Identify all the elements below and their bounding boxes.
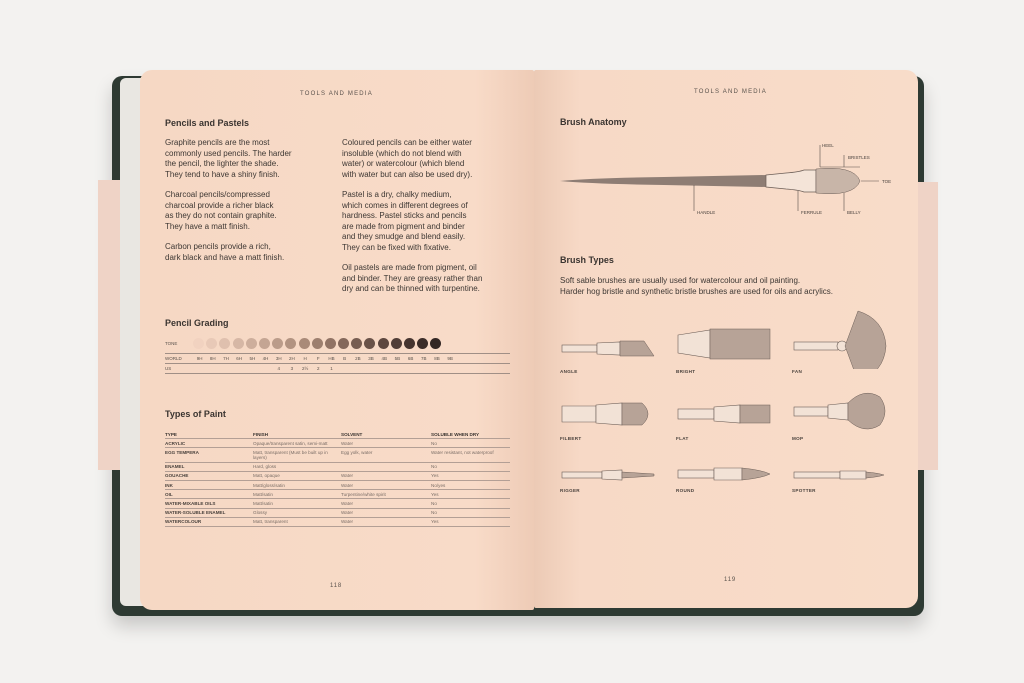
paragraph: Pastel is a dry, chalky medium, which comes in different degrees of hardness. Pastel sticks and pencils are made from pigment and binder and they smudge and blend easily. They can be fixed with fixative. xyxy=(342,190,468,252)
us-grade xyxy=(430,366,443,371)
world-grade: H xyxy=(303,356,307,361)
table-cell: Matt/gloss/satin xyxy=(253,480,341,489)
table-row xyxy=(165,490,510,499)
world-grades xyxy=(193,356,457,361)
table-cell: WATERCOLOUR xyxy=(165,517,253,526)
table-cell: WATER-MIXABLE OILS xyxy=(165,499,253,508)
tone-swatch xyxy=(391,338,402,349)
section-title-paint: Types of Paint xyxy=(165,409,226,419)
label-bristles: BRISTLES xyxy=(848,155,870,160)
tone-swatch xyxy=(193,338,204,349)
tone-swatches xyxy=(193,338,441,349)
round-brush-icon xyxy=(676,463,776,485)
table-cell: Matt/satin xyxy=(253,490,341,499)
us-grade xyxy=(259,366,272,371)
us-grade xyxy=(404,366,417,371)
brush-types-text: Soft sable brushes are usually used for watercolour and oil painting. Harder hog bristle and synthetic bristle brushes are used for oils and acrylics. xyxy=(560,276,834,296)
world-grade: 4B xyxy=(381,356,387,361)
tone-swatch xyxy=(246,338,257,349)
table-cell: No/yes xyxy=(431,480,510,489)
filbert-brush-icon xyxy=(560,397,660,431)
table-row xyxy=(165,480,510,489)
label-ferrule: FERRULE xyxy=(801,210,823,215)
section-title-pencils: Pencils and Pastels xyxy=(165,118,250,128)
table-cell: No xyxy=(431,499,510,508)
tone-swatch xyxy=(364,338,375,349)
us-grade xyxy=(391,366,404,371)
brush-label: FLAT xyxy=(676,436,689,441)
table-row xyxy=(165,517,510,526)
table-row xyxy=(165,499,510,508)
brush-label: BRIGHT xyxy=(676,369,696,374)
tone-swatch xyxy=(338,338,349,349)
world-grade: 7B xyxy=(421,356,427,361)
brush-label: ANGLE xyxy=(560,369,578,374)
brush-label: FAN xyxy=(792,369,803,374)
section-title-anatomy: Brush Anatomy xyxy=(560,117,627,127)
world-grade: 9B xyxy=(447,356,453,361)
brush-label: SPOTTER xyxy=(792,488,816,493)
page-number: 119 xyxy=(724,577,736,583)
world-grade: 8B xyxy=(434,356,440,361)
brush-label: MOP xyxy=(792,436,804,441)
col-header-type: TYPE xyxy=(165,430,253,439)
table-cell: Yes xyxy=(431,517,510,526)
tone-label: TONE xyxy=(165,340,178,346)
world-grade: 7H xyxy=(223,356,229,361)
table-cell: Matt/satin xyxy=(253,499,341,508)
spotter-brush-icon xyxy=(792,465,892,485)
paragraph: Oil pastels are made from pigment, oil and binder. They are greasy rather than dry and can be thinned with turpentine. xyxy=(342,263,483,293)
tone-swatch xyxy=(430,338,441,349)
table-row xyxy=(165,439,510,448)
us-grade: 1 xyxy=(330,366,333,371)
us-label: US xyxy=(165,366,172,371)
brush-anatomy-diagram xyxy=(554,125,914,225)
tone-swatch xyxy=(312,338,323,349)
paint-table xyxy=(165,430,510,527)
world-grade: 6H xyxy=(236,356,243,361)
us-grade xyxy=(444,366,457,371)
us-grade xyxy=(378,366,391,371)
brush-label: ROUND xyxy=(676,488,695,493)
world-grade: 5B xyxy=(394,356,401,361)
col-header-solvent: SOLVENT xyxy=(341,430,431,439)
tone-swatch xyxy=(206,338,217,349)
table-cell: Yes xyxy=(431,471,510,480)
table-cell: OIL xyxy=(165,490,253,499)
pencils-column-1 xyxy=(165,138,335,263)
label-toe: TOE xyxy=(882,179,892,184)
tone-swatch xyxy=(285,338,296,349)
table-cell: EGG TEMPERA xyxy=(165,448,253,462)
table-cell xyxy=(341,462,431,471)
us-grade xyxy=(233,366,246,371)
tone-swatch xyxy=(219,338,230,349)
world-grade: 4H xyxy=(262,356,269,361)
fan-brush-icon xyxy=(792,309,902,369)
world-grade: 9H xyxy=(196,356,203,361)
world-label: WORLD xyxy=(165,356,182,361)
world-grade: 2B xyxy=(355,356,361,361)
us-grade xyxy=(193,366,206,371)
brush-ferrule-shape xyxy=(766,170,816,192)
us-grade: 2½ xyxy=(301,366,309,371)
table-cell: Water xyxy=(341,508,431,517)
table-cell: Opaque/transparent satin, semi-matt xyxy=(253,439,341,448)
paragraph: Graphite pencils are the most commonly used pencils. The harder the pencil, the lighter the shade. They tend to have a shiny finish. xyxy=(165,138,292,179)
rigger-brush-icon xyxy=(560,465,660,485)
running-header: TOOLS AND MEDIA xyxy=(300,91,373,97)
divider xyxy=(165,373,510,374)
table-header-row xyxy=(165,430,510,439)
table-cell: WATER-SOLUBLE ENAMEL xyxy=(165,508,253,517)
col-header-soluble: SOLUBLE WHEN DRY xyxy=(431,430,510,439)
tone-swatch xyxy=(233,338,244,349)
brush-label: FILBERT xyxy=(560,436,582,441)
table-cell: No xyxy=(431,508,510,517)
table-cell: Turpentine/white spirit xyxy=(341,490,431,499)
tone-swatch xyxy=(299,338,310,349)
us-grade xyxy=(219,366,232,371)
right-page xyxy=(534,70,918,608)
pencils-column-2 xyxy=(342,138,522,295)
us-grade: 3 xyxy=(290,366,294,371)
us-grade: 2 xyxy=(317,366,320,371)
tone-swatch xyxy=(404,338,415,349)
world-grade: 3H xyxy=(275,356,282,361)
table-cell: Egg yolk, water xyxy=(341,448,431,462)
table-cell: Water xyxy=(341,439,431,448)
table-cell: Yes xyxy=(431,490,510,499)
brush-label: RIGGER xyxy=(560,488,580,493)
us-grade xyxy=(246,366,259,371)
world-grade: 5H xyxy=(249,356,256,361)
page-number: 118 xyxy=(330,583,342,589)
world-grade: 8H xyxy=(209,356,216,361)
col-header-finish: FINISH xyxy=(253,430,341,439)
us-grade xyxy=(351,366,364,371)
left-page xyxy=(140,70,534,610)
paragraph: Carbon pencils provide a rich, dark black and have a matt finish. xyxy=(165,242,285,262)
us-grade xyxy=(206,366,219,371)
brush-types-grid xyxy=(560,325,900,505)
running-header: TOOLS AND MEDIA xyxy=(694,89,767,95)
table-cell: GOUACHE xyxy=(165,471,253,480)
tone-swatch xyxy=(351,338,362,349)
angle-brush-icon xyxy=(560,330,660,364)
flat-brush-icon xyxy=(676,397,776,431)
table-cell: Water resistant, not waterproof xyxy=(431,448,510,462)
table-cell: Water xyxy=(341,480,431,489)
table-cell: No xyxy=(431,439,510,448)
label-handle: HANDLE xyxy=(697,210,716,215)
us-grade xyxy=(417,366,430,371)
table-row xyxy=(165,448,510,462)
us-grade: 4 xyxy=(277,366,280,371)
paragraph: Charcoal pencils/compressed charcoal provide a richer black as they do not contain graphite. They have a matt finish. xyxy=(165,190,277,231)
table-row xyxy=(165,462,510,471)
tone-swatch xyxy=(272,338,283,349)
mop-brush-icon xyxy=(792,389,902,435)
pencil-grading-chart xyxy=(165,336,510,374)
table-cell: INK xyxy=(165,480,253,489)
us-grades xyxy=(193,366,457,371)
table-cell: Matt, opaque xyxy=(253,471,341,480)
table-row xyxy=(165,508,510,517)
section-title-grading: Pencil Grading xyxy=(165,318,229,328)
us-grade xyxy=(364,366,377,371)
table-cell: ENAMEL xyxy=(165,462,253,471)
world-grade: F xyxy=(316,356,320,361)
table-cell: Matt, transparent xyxy=(253,517,341,526)
brush-handle-shape xyxy=(560,175,766,187)
label-heel: HEEL xyxy=(822,143,834,148)
table-cell: Water xyxy=(341,499,431,508)
world-grade: 3B xyxy=(368,356,374,361)
table-cell: No xyxy=(431,462,510,471)
table-cell: Matt, transparent (Must be built up in layers) xyxy=(253,448,341,462)
label-belly: BELLY xyxy=(847,210,861,215)
section-title-types: Brush Types xyxy=(560,255,614,265)
world-grade: HB xyxy=(328,356,335,361)
table-cell: Water xyxy=(341,471,431,480)
table-cell: Water xyxy=(341,517,431,526)
table-cell: Hard, gloss xyxy=(253,462,341,471)
table-cell: ACRYLIC xyxy=(165,439,253,448)
us-grade xyxy=(338,366,351,371)
tone-swatch xyxy=(417,338,428,349)
table-cell: Glossy xyxy=(253,508,341,517)
brush-bristles-shape xyxy=(816,168,860,194)
world-grade: 6B xyxy=(407,356,414,361)
tone-swatch xyxy=(378,338,389,349)
paragraph: Coloured pencils can be either water insoluble (which do not blend with water) or watercolour (which blend with water but can also be used dry). xyxy=(342,138,473,179)
bright-brush-icon xyxy=(676,325,776,365)
tone-swatch xyxy=(325,338,336,349)
world-grade: 2H xyxy=(289,356,295,361)
world-grade: B xyxy=(343,356,347,361)
table-row xyxy=(165,471,510,480)
tone-swatch xyxy=(259,338,270,349)
